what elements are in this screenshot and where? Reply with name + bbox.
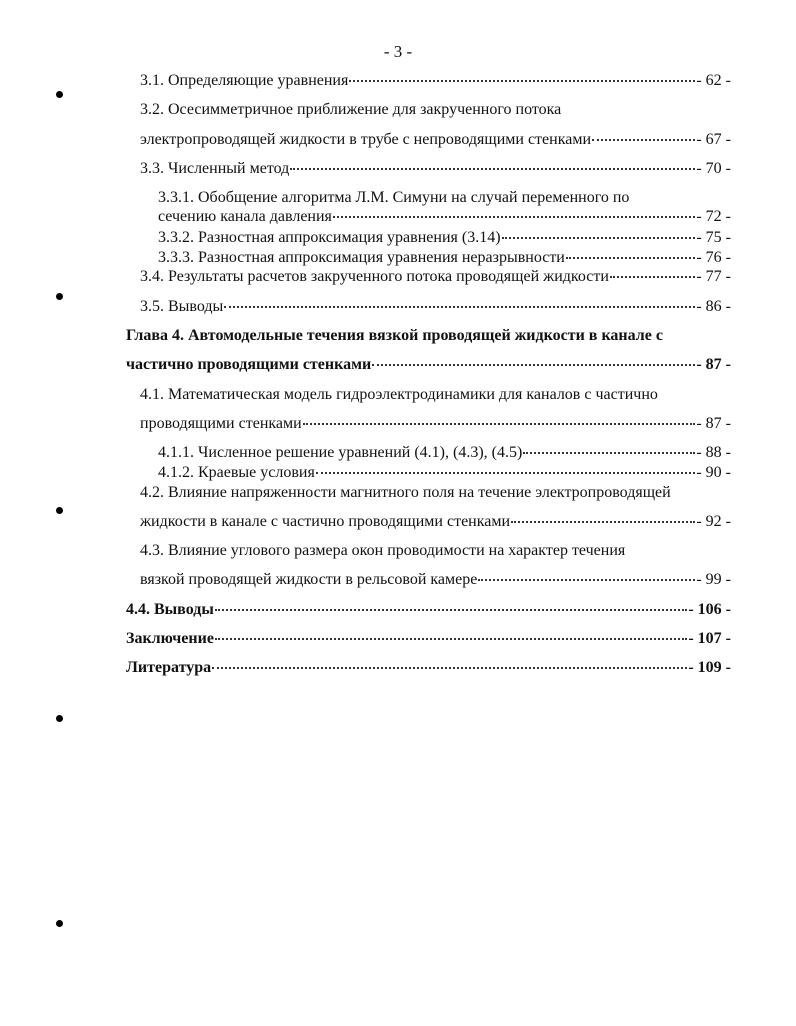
toc-entry-page: - 77 -	[696, 268, 731, 285]
toc-entry-4-1[interactable]	[140, 414, 731, 434]
dot-leader	[592, 138, 695, 141]
toc-entry-3-3-3[interactable]	[158, 248, 731, 268]
dot-leader	[290, 167, 695, 170]
dot-leader	[478, 578, 695, 581]
toc-entry-page: - 72 -	[696, 208, 731, 225]
toc-entry-4-2[interactable]	[140, 512, 731, 532]
toc-entry-page: - 106 -	[688, 601, 731, 618]
dot-leader	[224, 305, 695, 308]
toc-entry-page: - 90 -	[696, 464, 731, 481]
toc-entry-title: 3.3.2. Разностная аппроксимация уравнения (3.14)	[158, 229, 501, 246]
dot-leader	[511, 520, 695, 523]
toc-entry-3-3-1[interactable]	[158, 207, 731, 227]
toc-entry-4-1-1[interactable]	[158, 443, 731, 463]
toc-entry-title: 3.4. Результаты расчетов закрученного потока проводящей жидкости	[140, 268, 609, 285]
toc-entry-page: - 70 -	[696, 160, 731, 177]
toc-entry-3-3-1-line1[interactable]: 3.3.1. Обобщение алгоритма Л.М. Симуни на случай переменного по	[158, 189, 630, 206]
toc-entry-3-4[interactable]	[140, 267, 731, 287]
toc-entry-3-3-2[interactable]	[158, 228, 731, 248]
toc-entry-page: - 107 -	[688, 630, 731, 647]
toc-entry-title: 3.1. Определяющие уравнения	[140, 72, 349, 89]
toc-entry-page: - 87 -	[696, 415, 731, 432]
binding-hole-dot	[56, 91, 63, 98]
toc-entry-3-1[interactable]	[140, 71, 731, 91]
dot-leader	[502, 236, 696, 239]
toc-entry-page: - 76 -	[696, 249, 731, 266]
binding-hole-dot	[56, 293, 63, 300]
toc-chapter-4-line1[interactable]: Глава 4. Автомодельные течения вязкой проводящей жидкости в канале с	[126, 327, 663, 344]
dot-leader	[523, 451, 695, 454]
toc-entry-page: - 86 -	[696, 298, 731, 315]
toc-entry-4-4[interactable]	[126, 600, 731, 620]
toc-entry-3-2[interactable]	[140, 130, 731, 150]
toc-entry-page: - 109 -	[688, 659, 731, 676]
dot-leader	[610, 275, 695, 278]
dot-leader	[349, 79, 695, 82]
binding-hole-dot	[56, 715, 63, 722]
dot-leader	[212, 666, 687, 669]
toc-entry-3-2-line1[interactable]: 3.2. Осесимметричное приближение для закрученного потока	[140, 101, 562, 118]
toc-entry-4-2-line1[interactable]: 4.2. Влияние напряженности магнитного поля на течение электропроводящей	[140, 484, 671, 501]
dot-leader	[215, 637, 687, 640]
binding-hole-dot	[56, 920, 63, 927]
toc-entry-page: - 75 -	[696, 229, 731, 246]
toc-entry-4-3-line1[interactable]: 4.3. Влияние углового размера окон проводимости на характер течения	[140, 542, 626, 559]
toc-entry-3-3[interactable]	[140, 159, 731, 179]
toc-entry-title: 3.5. Выводы	[140, 298, 224, 315]
dot-leader	[303, 422, 696, 425]
toc-entry-page: - 67 -	[696, 131, 731, 148]
toc-literature[interactable]	[126, 658, 731, 678]
toc-entry-title: вязкой проводящей жидкости в рельсовой камере	[140, 571, 478, 588]
binding-hole-dot	[56, 507, 63, 514]
dot-leader	[316, 471, 696, 474]
toc-entry-page: - 99 -	[696, 571, 731, 588]
page-number: - 3 -	[383, 42, 413, 61]
toc-entry-title: электропроводящей жидкости в трубе с непроводящими стенками	[140, 131, 592, 148]
toc-entry-title: 4.4. Выводы	[126, 601, 214, 618]
toc-entry-title: Заключение	[126, 630, 214, 647]
toc-entry-page: - 87 -	[696, 356, 731, 373]
toc-conclusion[interactable]	[126, 629, 731, 649]
toc-entry-title: 3.3.3. Разностная аппроксимация уравнения неразрывности	[158, 249, 565, 266]
toc-entry-title: сечению канала давления	[158, 208, 332, 225]
toc-entry-title: проводящими стенками	[140, 415, 302, 432]
toc-entry-title: Литература	[126, 659, 212, 676]
toc-entry-title: жидкости в канале с частично проводящими стенками	[140, 513, 511, 530]
toc-entry-title: 3.3. Численный метод	[140, 160, 290, 177]
toc-entry-3-5[interactable]	[140, 297, 731, 317]
dot-leader	[566, 256, 695, 259]
dot-leader	[215, 608, 688, 611]
dot-leader	[333, 215, 695, 218]
dot-leader	[372, 363, 695, 366]
toc-entry-4-1-2[interactable]	[158, 463, 731, 483]
toc-entry-page: - 62 -	[696, 72, 731, 89]
toc-entry-page: - 88 -	[696, 444, 731, 461]
toc-chapter-4[interactable]	[126, 355, 731, 375]
toc-entry-4-1-line1[interactable]: 4.1. Математическая модель гидроэлектродинамики для каналов с частично	[140, 386, 658, 403]
toc-entry-page: - 92 -	[696, 513, 731, 530]
toc-entry-title: частично проводящими стенками	[126, 356, 372, 373]
toc-entry-title: 4.1.2. Краевые условия	[158, 464, 315, 481]
toc-entry-4-3[interactable]	[140, 570, 731, 590]
toc-entry-title: 4.1.1. Численное решение уравнений (4.1), (4.3), (4.5)	[158, 444, 523, 461]
